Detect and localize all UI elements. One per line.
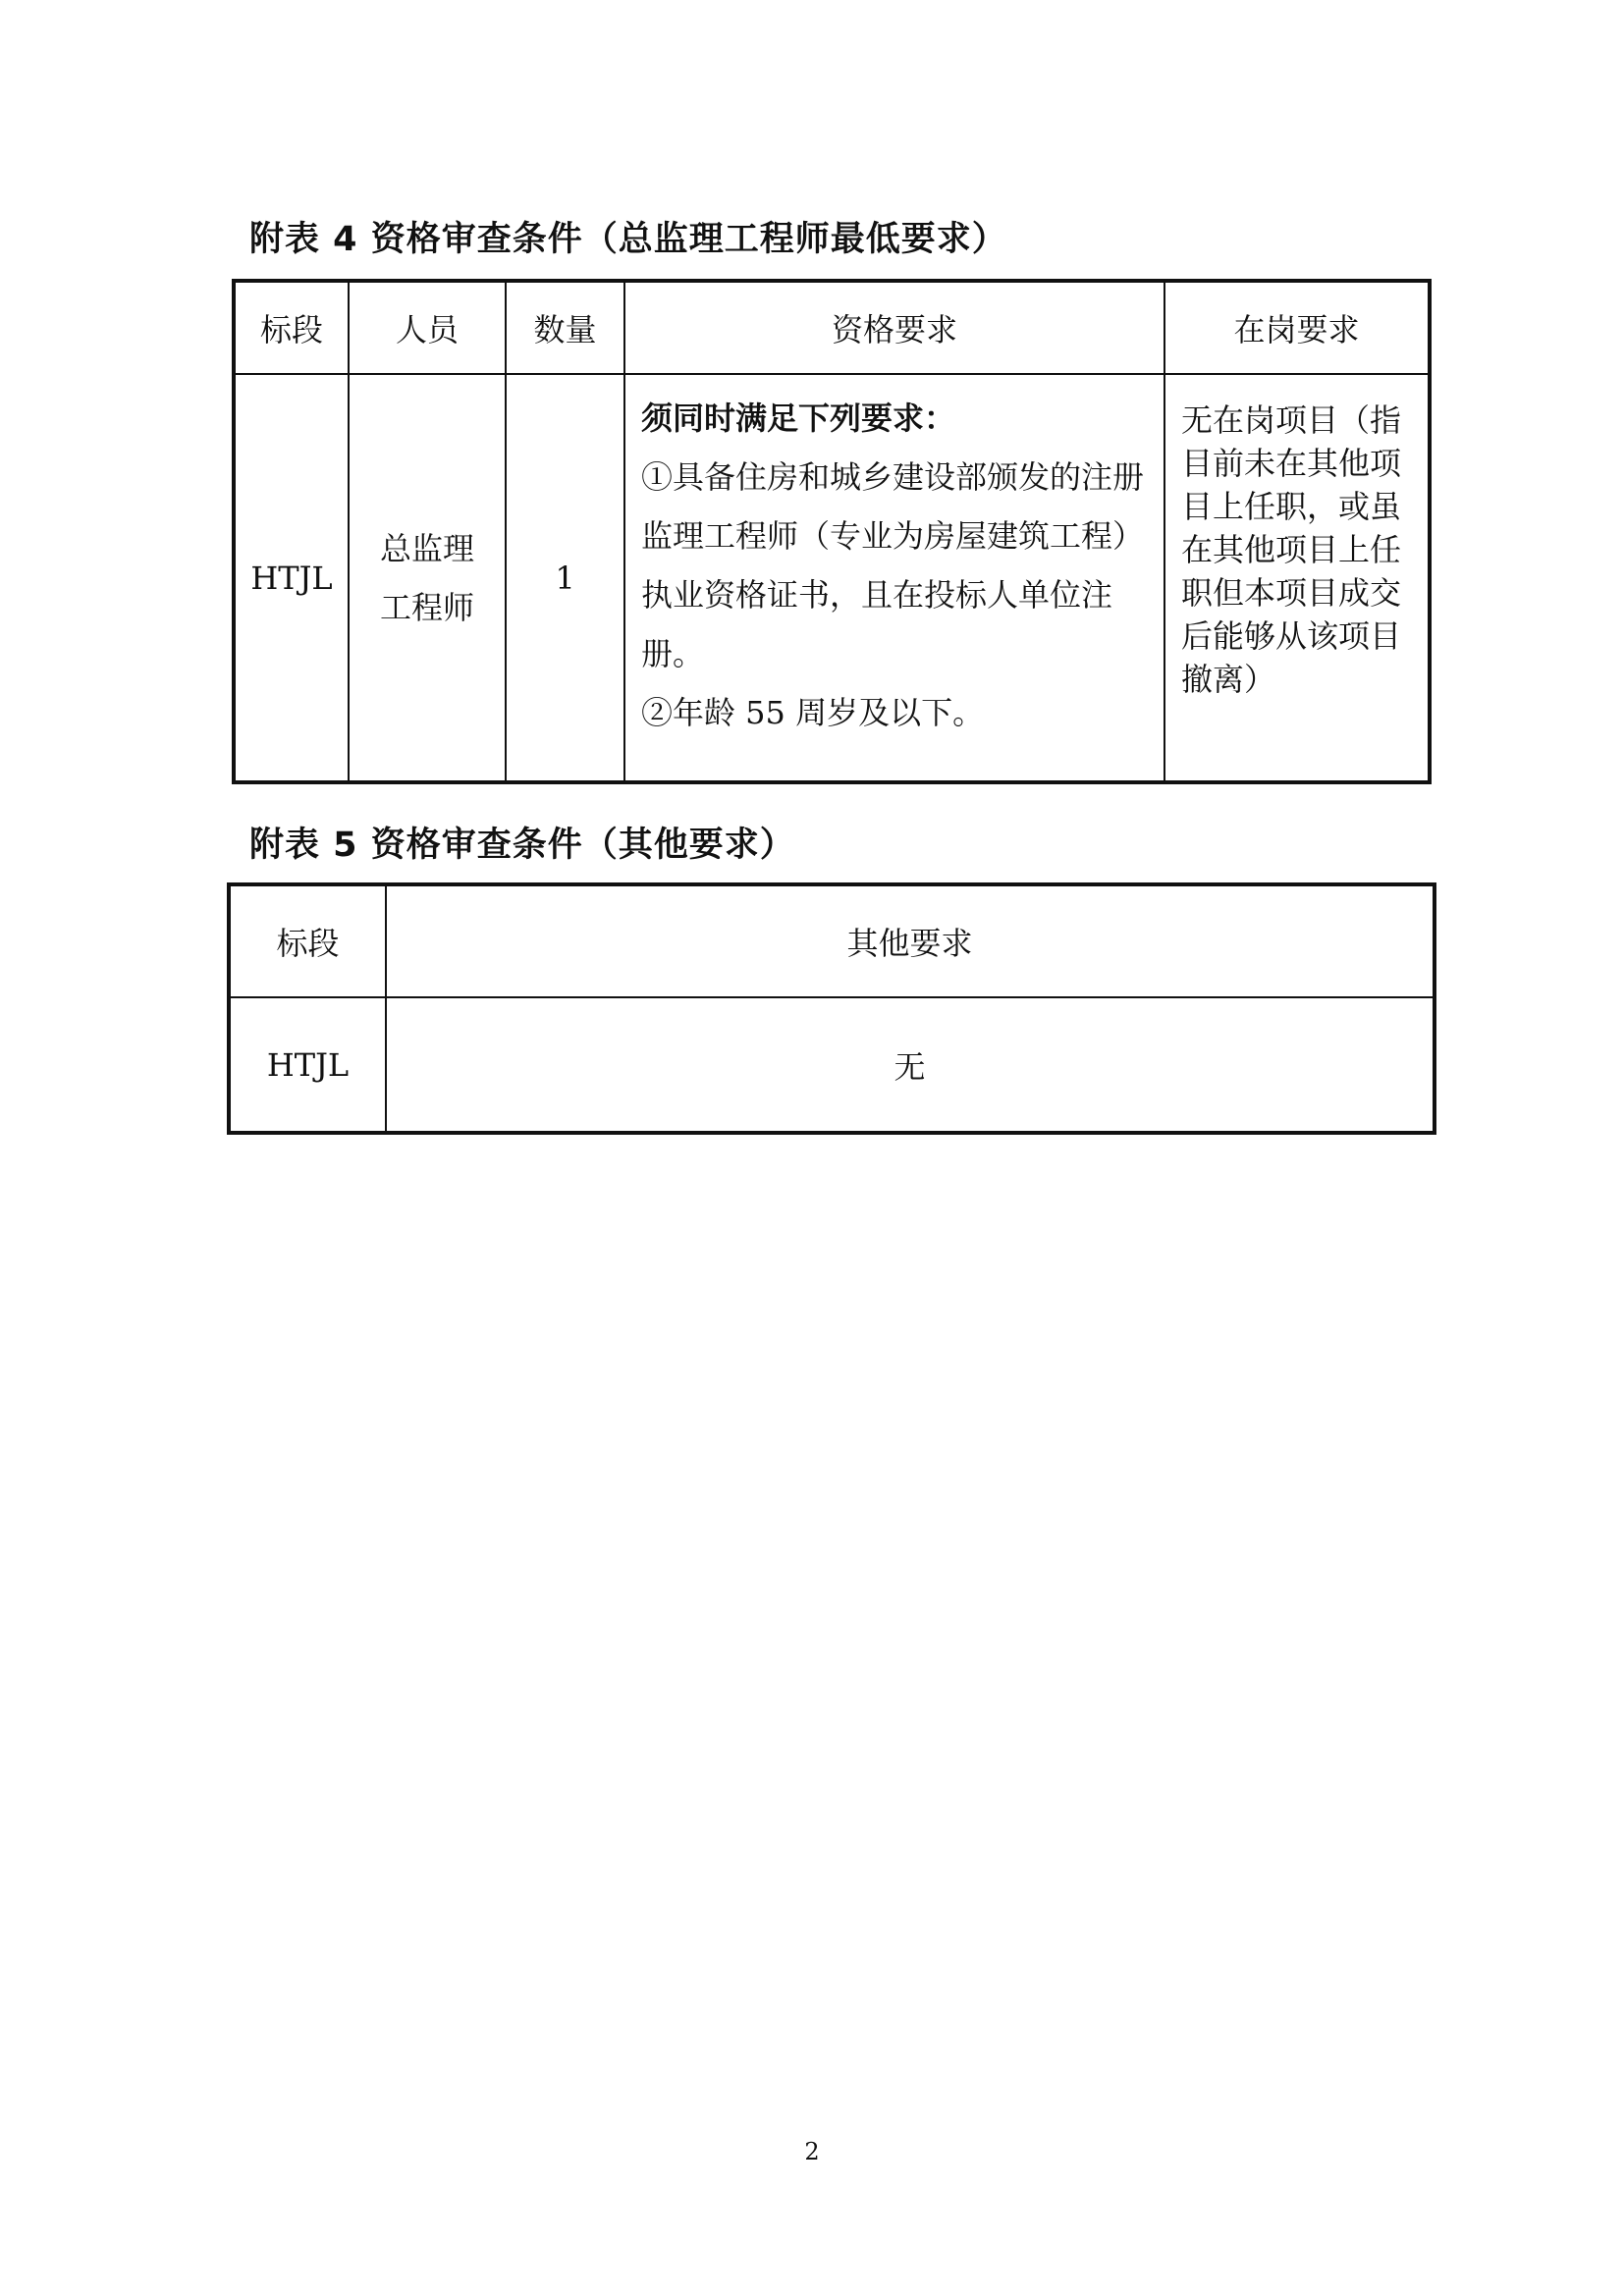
table-row	[229, 997, 1435, 1133]
cell-onpost: 无在岗项目（指目前未在其他项目上任职，或虽在其他项目上任职但本项目成交后能够从该项目撤离）	[1164, 374, 1430, 782]
header-quantity: 数量	[506, 281, 624, 374]
personnel-line: 总监理	[379, 529, 474, 567]
cell-quantity: 1	[506, 374, 624, 782]
qualification-table-chief-supervisor	[232, 279, 1432, 784]
cell-qualification	[624, 374, 1164, 782]
qualification-item: ①具备住房和城乡建设部颁发的注册监理工程师（专业为房屋建筑工程）执业资格证书，且在投标人单位注册。	[641, 458, 1145, 672]
qualification-item: ②年龄 55 周岁及以下。	[641, 694, 985, 731]
table-header-row	[234, 281, 1430, 374]
header-section: 标段	[229, 884, 386, 997]
header-onpost: 在岗要求	[1164, 281, 1430, 374]
header-other: 其他要求	[386, 884, 1435, 997]
table5-title: 附表 5 资格审查条件（其他要求）	[249, 826, 795, 865]
personnel-line: 工程师	[379, 588, 474, 626]
cell-section: HTJL	[234, 374, 349, 782]
qualification-title: 须同时满足下列要求：	[641, 400, 956, 437]
header-section: 标段	[234, 281, 349, 374]
cell-section: HTJL	[229, 997, 386, 1133]
header-qualification: 资格要求	[624, 281, 1164, 374]
page-number: 2	[804, 2138, 820, 2165]
header-personnel: 人员	[349, 281, 506, 374]
table-row	[234, 374, 1430, 782]
cell-other: 无	[386, 997, 1435, 1133]
table-header-row	[229, 884, 1435, 997]
cell-personnel	[349, 374, 506, 782]
qualification-table-other	[227, 882, 1436, 1135]
table4-title: 附表 4 资格审查条件（总监理工程师最低要求）	[249, 220, 1007, 259]
